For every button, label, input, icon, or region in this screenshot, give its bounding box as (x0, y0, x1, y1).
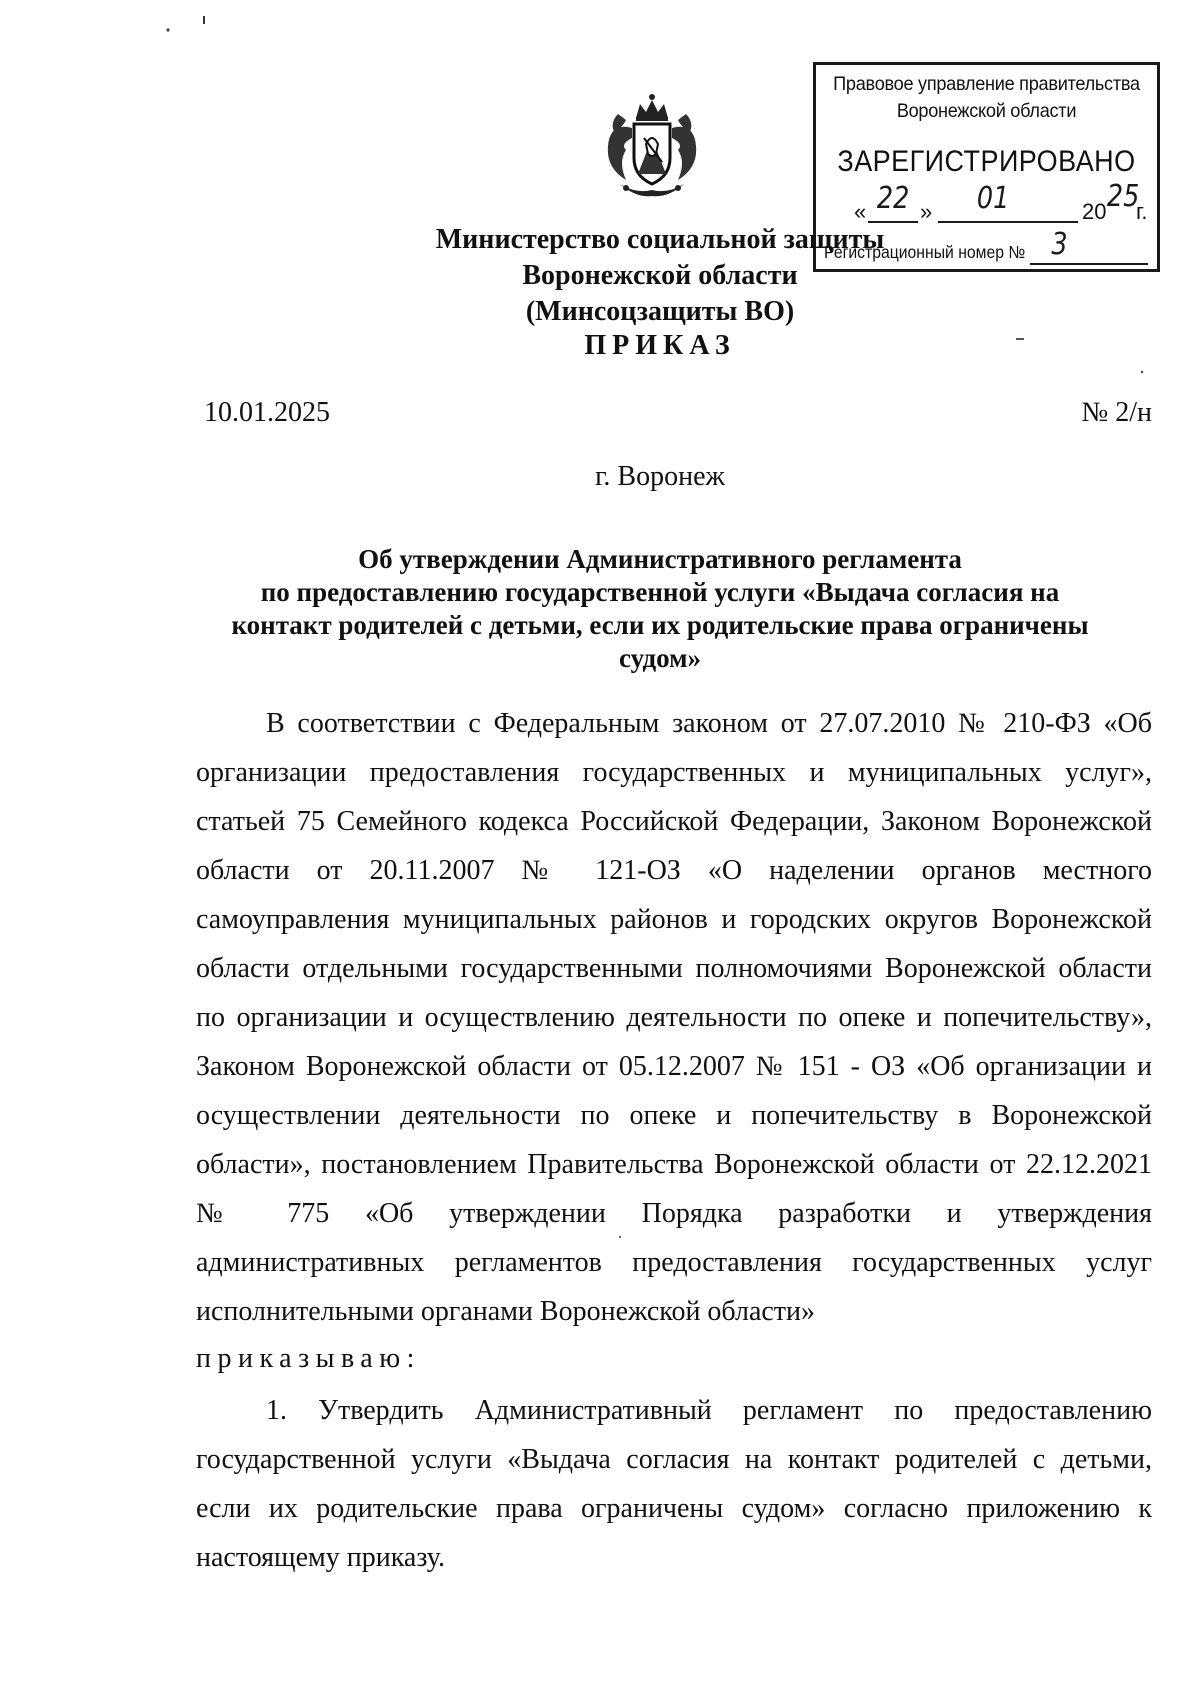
body-line: области от 20.11.2007 № 121-ОЗ «О наделении органов местного (196, 855, 1152, 886)
stamp-authority-line2: Воронежской области (896, 100, 1077, 122)
title-line3: контакт родителей с детьми, если их родительские права ограничены (231, 610, 1089, 640)
ministry-short-name: (Минсоцзащиты ВО) (525, 296, 795, 327)
stamp-reg-label: Регистрационный номер № (824, 242, 1026, 262)
stamp-reg-number-handwritten: 3 (1051, 227, 1068, 262)
body-line: статьей 75 Семейного кодекса Российской Федерации, Законом Воронежской (196, 806, 1152, 837)
stamp-year-handwritten: 25 (1106, 179, 1140, 214)
body-line: организации предоставления государственных и муниципальных услуг», (196, 757, 1152, 788)
body-line: самоуправления муниципальных районов и городских округов Воронежской (196, 904, 1152, 935)
body-line: области», постановлением Правительства Воронежской области от 22.12.2021 (196, 1149, 1152, 1180)
item-1-line: 1. Утвердить Административный регламент по предоставлению (266, 1395, 1152, 1426)
item-1-line: государственной услуги «Выдача согласия на контакт родителей с детьми, (196, 1444, 1152, 1475)
title-line2: по предоставлению государственной услуги «Выдача согласия на (260, 577, 1060, 607)
body-line: исполнительными органами Воронежской области» (196, 1296, 816, 1327)
stamp-month-handwritten: 01 (976, 181, 1010, 216)
title-line4: судом» (619, 643, 701, 673)
stamp-date-row (854, 179, 1154, 225)
stamp-year-prefix: 20 (1082, 199, 1107, 224)
stamp-open-quote: « (854, 199, 867, 224)
body-line: № 775 «Об утверждении Порядка разработки и утверждения (196, 1198, 1152, 1229)
body-line: В соответствии с Федеральным законом от 27.07.2010 № 210-ФЗ «Об (266, 708, 1152, 739)
ministry-name-line1: Министерство социальной защиты (435, 224, 885, 255)
body-line: административных регламентов предоставления государственных услуг (196, 1247, 1152, 1278)
document-date: 10.01.2025 (204, 397, 330, 428)
stamp-heading: ЗАРЕГИСТРИРОВАНО (837, 145, 1136, 178)
stamp-day-handwritten: 22 (876, 181, 910, 216)
document-city: г. Воронеж (595, 461, 725, 492)
body-line: области отдельными государственными полномочиями Воронежской области (196, 953, 1152, 984)
item-1-line: настоящему приказу. (196, 1542, 446, 1573)
ministry-name-line2: Воронежской области (522, 260, 798, 291)
item-1-line: если их родительские права ограничены судом» согласно приложению к (196, 1493, 1152, 1524)
body-line: осуществлении деятельности по опеке и попечительству в Воронежской (196, 1100, 1152, 1131)
body-line: Законом Воронежской области от 05.12.2007 № 151 - ОЗ «Об организации и (196, 1051, 1152, 1082)
document-number: № 2/н (1081, 397, 1152, 428)
title-line1: Об утверждении Административного регламента (358, 544, 962, 574)
order-word: приказываю: (196, 1343, 421, 1374)
body-line: по организации и осуществлению деятельности по опеке и попечительству», (196, 1002, 1152, 1033)
coat-of-arms-emblem (596, 88, 708, 200)
stamp-close-quote: » (920, 199, 933, 224)
document-type-heading: ПРИКАЗ (584, 330, 736, 361)
stamp-authority-line1: Правовое управление правительства (833, 73, 1140, 95)
stamp-year-suffix: г. (1136, 199, 1148, 224)
